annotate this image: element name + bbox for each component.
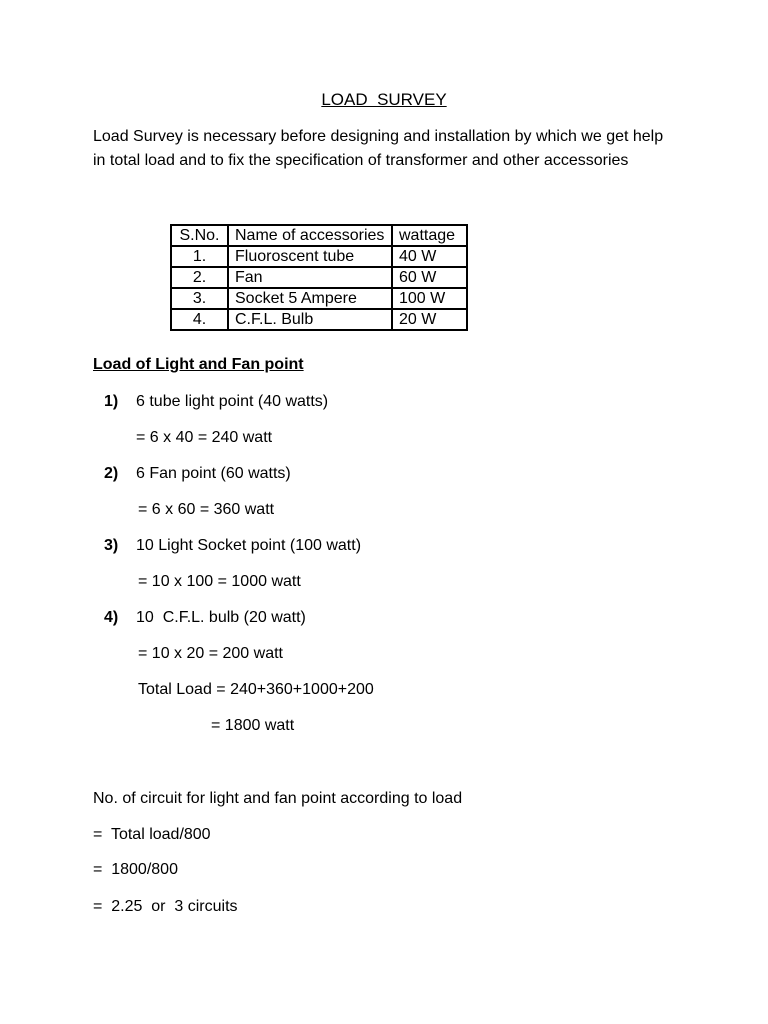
cell-sno: 2. bbox=[171, 267, 228, 288]
header-wattage: wattage bbox=[392, 225, 467, 246]
item-number: 1) bbox=[104, 393, 119, 410]
cell-wattage: 60 W bbox=[392, 267, 467, 288]
item-text: 10 Light Socket point (100 watt) bbox=[136, 537, 362, 554]
table-row bbox=[171, 309, 467, 330]
total-load: Total Load = 240+360+1000+200 bbox=[138, 681, 374, 698]
accessories-table bbox=[170, 224, 468, 331]
item-number: 2) bbox=[104, 465, 119, 482]
item-text: 6 tube light point (40 watts) bbox=[136, 393, 329, 410]
section-heading: Load of Light and Fan point bbox=[93, 356, 304, 373]
header-name: Name of accessories bbox=[228, 225, 392, 246]
circuit-line: = 2.25 or 3 circuits bbox=[93, 898, 238, 915]
item-calc: = 10 x 100 = 1000 watt bbox=[138, 573, 301, 590]
table-row bbox=[171, 246, 467, 267]
circuit-line: = 1800/800 bbox=[93, 861, 178, 878]
cell-sno: 3. bbox=[171, 288, 228, 309]
item-text: 10 C.F.L. bulb (20 watt) bbox=[136, 609, 306, 626]
cell-name: Socket 5 Ampere bbox=[228, 288, 392, 309]
cell-sno: 4. bbox=[171, 309, 228, 330]
header-sno: S.No. bbox=[171, 225, 228, 246]
item-number: 4) bbox=[104, 609, 119, 626]
page-title: LOAD SURVEY bbox=[321, 90, 447, 109]
table-header-row bbox=[171, 225, 467, 246]
circuit-heading: No. of circuit for light and fan point according to load bbox=[93, 790, 463, 807]
item-calc: = 6 x 60 = 360 watt bbox=[138, 501, 275, 518]
table-row bbox=[171, 267, 467, 288]
item-calc: = 6 x 40 = 240 watt bbox=[136, 429, 273, 446]
circuit-line: = Total load/800 bbox=[93, 826, 211, 843]
table-row bbox=[171, 288, 467, 309]
cell-name: Fluoroscent tube bbox=[228, 246, 392, 267]
cell-name: Fan bbox=[228, 267, 392, 288]
intro-paragraph: Load Survey is necessary before designing and installation by which we get help in total load and to fix the specification of transformer and other accessories bbox=[93, 128, 664, 169]
cell-wattage: 100 W bbox=[392, 288, 467, 309]
cell-sno: 1. bbox=[171, 246, 228, 267]
item-number: 3) bbox=[104, 537, 119, 554]
cell-name: C.F.L. Bulb bbox=[228, 309, 392, 330]
item-text: 6 Fan point (60 watts) bbox=[136, 465, 291, 482]
total-result: = 1800 watt bbox=[211, 717, 295, 734]
item-calc: = 10 x 20 = 200 watt bbox=[138, 645, 283, 662]
cell-wattage: 20 W bbox=[392, 309, 467, 330]
cell-wattage: 40 W bbox=[392, 246, 467, 267]
